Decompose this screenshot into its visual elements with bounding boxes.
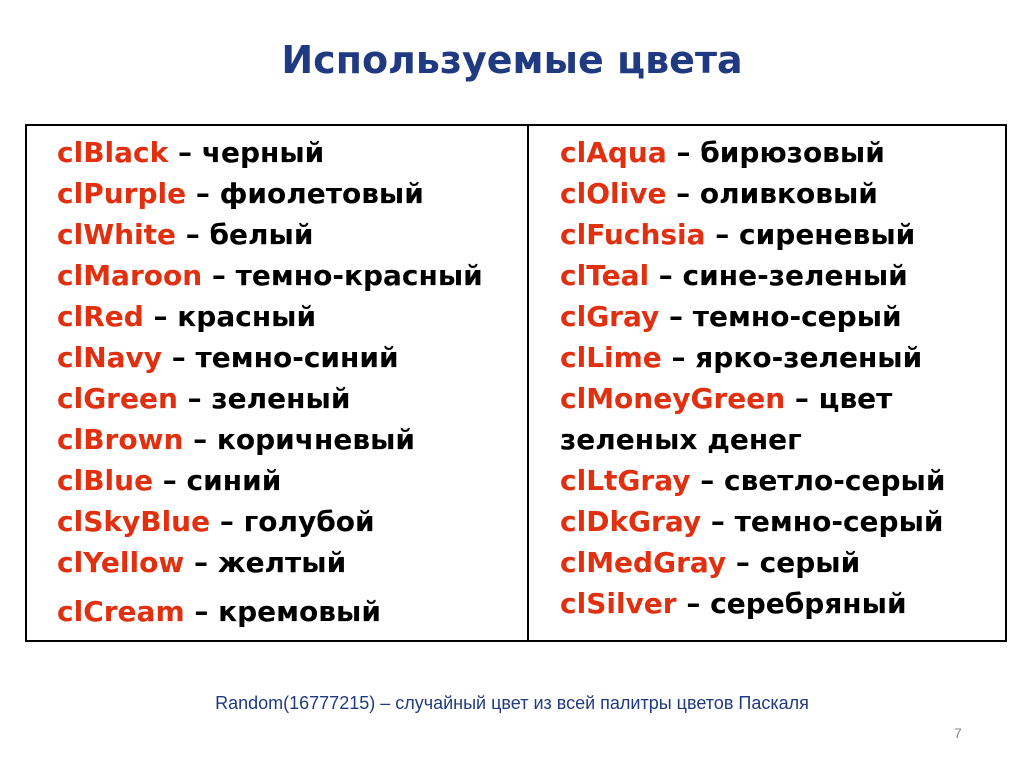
list-item xyxy=(57,595,381,629)
color-description: – темно-красный xyxy=(202,259,483,292)
list-item xyxy=(560,300,902,334)
color-constant: clFuchsia xyxy=(560,218,706,251)
list-item xyxy=(57,218,313,252)
color-description: – красный xyxy=(143,300,317,333)
list-item xyxy=(57,423,415,457)
list-item xyxy=(57,300,316,334)
color-constant: clGray xyxy=(560,300,660,333)
column-divider xyxy=(527,124,529,642)
color-constant: clMedGray xyxy=(560,546,727,579)
color-constant: clSilver xyxy=(560,587,677,620)
color-description: зеленых денег xyxy=(560,423,802,456)
color-constant: clBlue xyxy=(57,464,154,497)
list-item xyxy=(560,382,892,416)
color-constant: clMaroon xyxy=(57,259,203,292)
color-constant: clYellow xyxy=(57,546,185,579)
list-item xyxy=(57,341,399,375)
color-constant: clBrown xyxy=(57,423,184,456)
color-constant: clCream xyxy=(57,595,185,628)
list-item xyxy=(560,505,944,539)
color-constant: clLime xyxy=(560,341,662,374)
list-item xyxy=(560,464,945,498)
list-item xyxy=(57,464,281,498)
list-item xyxy=(560,259,908,293)
color-description: – светло-серый xyxy=(690,464,946,497)
color-description: – темно-серый xyxy=(659,300,902,333)
color-constant: clAqua xyxy=(560,136,667,169)
color-constant: clTeal xyxy=(560,259,650,292)
color-description: – оливковый xyxy=(666,177,878,210)
color-description: – сиреневый xyxy=(705,218,916,251)
list-item xyxy=(560,136,885,170)
color-description: – желтый xyxy=(184,546,347,579)
color-description: – темно-серый xyxy=(701,505,944,538)
list-item xyxy=(560,546,860,580)
color-description: – серебряный xyxy=(676,587,907,620)
list-item xyxy=(57,505,375,539)
color-constant: clGreen xyxy=(57,382,178,415)
list-item xyxy=(560,177,878,211)
list-item xyxy=(57,136,324,170)
color-description: – голубой xyxy=(210,505,375,538)
color-description: – белый xyxy=(176,218,314,251)
color-description: – черный xyxy=(168,136,325,169)
color-description: – сине-зеленый xyxy=(649,259,908,292)
color-constant: clRed xyxy=(57,300,144,333)
color-description: – темно-синий xyxy=(162,341,399,374)
list-item xyxy=(57,382,350,416)
color-constant: clMoneyGreen xyxy=(560,382,786,415)
color-description: – зеленый xyxy=(177,382,351,415)
color-description: – цвет xyxy=(785,382,893,415)
color-constant: clOlive xyxy=(560,177,667,210)
color-constant: clBlack xyxy=(57,136,169,169)
color-constant: clPurple xyxy=(57,177,187,210)
color-constant: clNavy xyxy=(57,341,163,374)
page-number: 7 xyxy=(954,725,962,741)
list-item xyxy=(57,546,346,580)
list-item xyxy=(560,423,802,457)
color-constant: clLtGray xyxy=(560,464,691,497)
color-description: – фиолетовый xyxy=(186,177,424,210)
color-description: – синий xyxy=(153,464,282,497)
list-item xyxy=(560,218,915,252)
footer-note: Random(16777215) – случайный цвет из всей палитры цветов Паскаля xyxy=(215,693,809,713)
color-constant: clWhite xyxy=(57,218,176,251)
list-item xyxy=(560,341,922,375)
color-description: – бирюзовый xyxy=(666,136,885,169)
color-description: – коричневый xyxy=(183,423,416,456)
color-description: – кремовый xyxy=(184,595,381,628)
color-constant: clDkGray xyxy=(560,505,702,538)
color-description: – ярко-зеленый xyxy=(661,341,923,374)
page-title: Используемые цвета xyxy=(281,38,743,82)
color-constant: clSkyBlue xyxy=(57,505,211,538)
color-description: – серый xyxy=(726,546,861,579)
list-item xyxy=(57,259,483,293)
list-item xyxy=(57,177,424,211)
list-item xyxy=(560,587,907,621)
